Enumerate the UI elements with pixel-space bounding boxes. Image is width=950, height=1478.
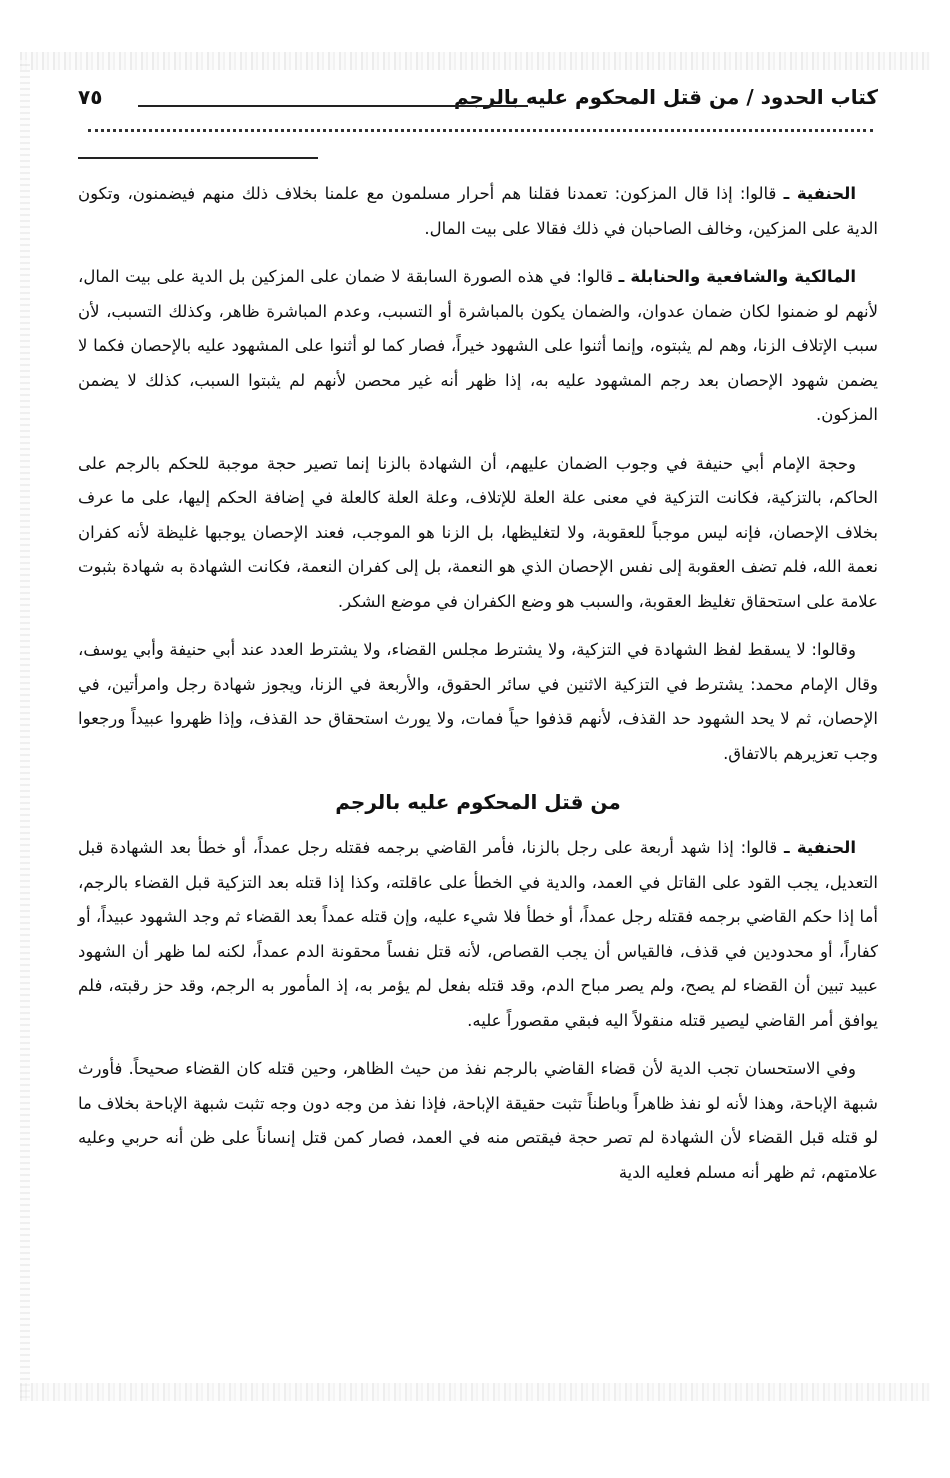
paragraph-tazkiya-conditions bbox=[78, 633, 878, 771]
short-rule bbox=[78, 157, 318, 159]
dotted-separator bbox=[88, 129, 873, 132]
paragraph-text: وحجة الإمام أبي حنيفة في وجوب الضمان عليهم، أن الشهادة بالزنا إنما تصير حجة موجبة للحكم بالرجم على الحاكم، بالتزكية، فكانت التزكية في معنى علة العلة للإتلاف، وعلة العلة كالعلة في إضافة الحكم إليها، على ما عرف بخلاف الإحصان، فإنه ليس موجباً للعقوبة، ولا لتغليظها، بل الزنا هو الموجب، فعند الإحصان يوجبها غليظة لأنه كفران نعمة الله، فلم تضف العقوبة إلى نفس الإحصان الذي هو النعمة، بل إلى كفران النعمة، فكانت الشهادة به شهادة بثبوت علامة على استحقاق تغليظ العقوبة، والسبب هو وضع الكفران في موضع الشكر. bbox=[78, 453, 878, 611]
paragraph-maliki-shafii-hanbali bbox=[78, 260, 878, 433]
scan-artifact-bottom bbox=[20, 1383, 930, 1401]
scan-artifact-left bbox=[20, 60, 30, 1398]
scan-artifact-top bbox=[20, 52, 930, 70]
paragraph-lead: الحنفية ـ bbox=[784, 838, 857, 857]
paragraph-text: قالوا: في هذه الصورة السابقة لا ضمان على المزكين بل الدية على بيت المال، لأنهم لو ضمنوا لكان ضمان عدوان، والضمان يكون بالمباشرة أو التسبب، وعدم المباشرة ظاهر، وكذلك التسبب، لأن سبب الإتلاف الزنا، وهم لم يثبتوه، وإنما أثنوا على الشهود خيراً، فصار كما لو أثنوا على المشهود عليه بالإحصان فكما لا يضمن شهود الإحصان بعد رجم المشهود عليه به، إذا ظهر أنه غير محصن لأنهم لم يثبتوا السبب، كذلك لا يضمن المزكون. bbox=[78, 267, 878, 424]
paragraph-text: قالوا: إذا قال المزكون: تعمدنا فقلنا هم أحرار مسلمون مع علمنا بخلاف ذلك منهم فيضمنون، وتكون الدية على المزكين، وخالف الصاحبان في ذلك فقالا على بيت المال. bbox=[78, 184, 878, 238]
page-body bbox=[78, 177, 878, 1204]
paragraph-abu-hanifa-argument bbox=[78, 447, 878, 620]
paragraph-lead: المالكية والشافعية والحنابلة ـ bbox=[618, 267, 856, 286]
paragraph-hanafi-killing bbox=[78, 831, 878, 1038]
paragraph-text: قالوا: إذا شهد أربعة على رجل بالزنا، فأمر القاضي برجمه فقتله رجل عمداً، أو خطأ بعد الشهادة قبل التعديل، يجب القود على القاتل في العمد، والدية في الخطأ على عاقلته، وكذا إذا قتله بعد التزكية قبل القضاء بالرجم، أما إذا حكم القاضي برجمه فقتله رجل عمداً، أو خطأ فلا شيء عليه، وإن قتله عمداً بعد القضاء ثم وجد الشهود عبيداً، أو كفاراً، أو محدودين في قذف، فالقياس أن يجب القصاص، لأنه قتل نفساً محقونة الدم عمداً، لكنه لما ظهر أن الشهود عبيد تبين أن القضاء لم يصح، ولم يصر مباح الدم، وقد قتله بفعل لم يؤمر به، إذ المأمور به الرجم، وقد حز رقبته، فلم يوافق أمر القاضي ليصير قتله منقولاً اليه فبقي مقصوراً عليه. bbox=[78, 838, 878, 1030]
paragraph-text: وفي الاستحسان تجب الدية لأن قضاء القاضي بالرجم نفذ من حيث الظاهر، وحين قتله كان القضاء صحيحاً. فأورث شبهة الإباحة، وهذا لأنه لو نفذ ظاهراً وباطناً تثبت حقيقة الإباحة، فإذا نفذ من وجه دون وجه تثبت شبهة الإباحة بخلاف ما لو قتله قبل القضاء لأن الشهادة لم تصر حجة فيقتص منه في العمد، فصار كمن قتل إنساناً على ظن أنه حربي وعليه علامتهم، ثم ظهر أنه مسلم فعليه الدية bbox=[78, 1059, 878, 1182]
running-header bbox=[78, 85, 878, 129]
running-header-title: كتاب الحدود / من قتل المحكوم عليه بالرجم bbox=[453, 85, 878, 109]
page-number: ٧٥ bbox=[78, 85, 103, 109]
paragraph-text: وقالوا: لا يسقط لفظ الشهادة في التزكية، ولا يشترط مجلس القضاء، ولا يشترط العدد عند أبي حنيفة وأبي يوسف، وقال الإمام محمد: يشترط في التزكية الاثنين في سائر الحقوق، والأربعة في الزنا، ويجوز شهادة رجل وامرأتين، في الإحصان، ثم لا يحد الشهود حد القذف، لأنهم قذفوا حياً فمات، ولا يورث استحقاق حد القذف، وإذا ظهروا عبيداً ورجعوا وجب تعزيرهم بالاتفاق. bbox=[78, 640, 878, 763]
book-page bbox=[78, 85, 878, 1375]
paragraph-hanafi-muzakkun bbox=[78, 177, 878, 246]
paragraph-istihsan bbox=[78, 1052, 878, 1190]
header-rule bbox=[138, 105, 528, 107]
section-heading: من قتل المحكوم عليه بالرجم bbox=[335, 790, 621, 814]
paragraph-lead: الحنفية ـ bbox=[783, 184, 857, 203]
